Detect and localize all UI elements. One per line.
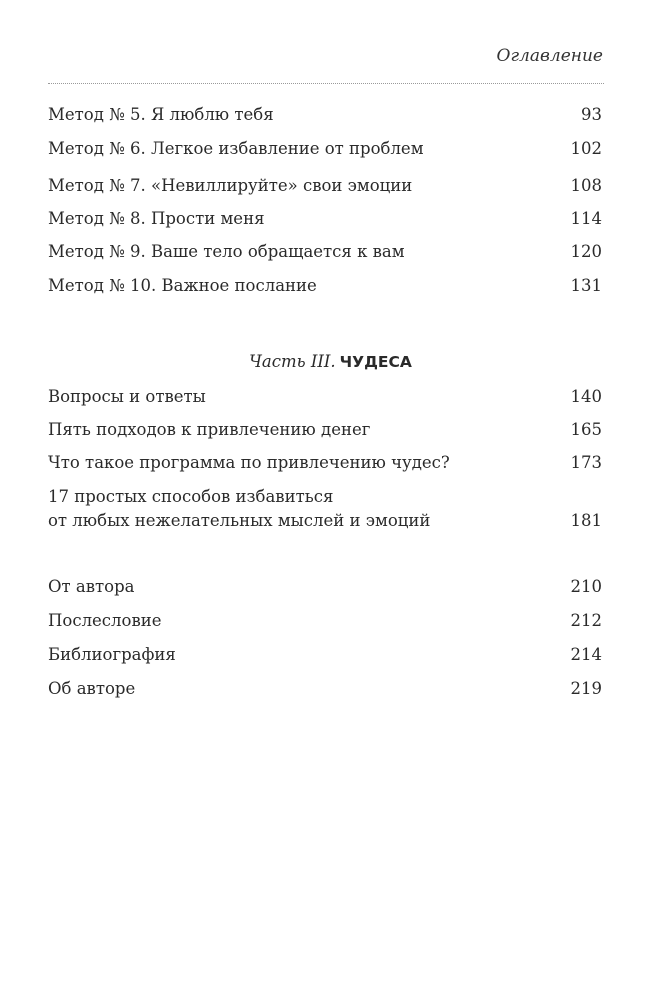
toc-entry-page: 120 — [570, 242, 602, 261]
part-title: ЧУДЕСА — [339, 353, 412, 371]
toc-entry-page: 165 — [570, 420, 602, 439]
toc-entry-page: 93 — [581, 105, 602, 124]
part-heading — [0, 352, 661, 371]
toc-entry-page: 131 — [570, 276, 602, 295]
toc-entry-title: Послесловие — [48, 611, 162, 630]
header-divider — [48, 83, 604, 84]
toc-entry-title: Метод № 7. «Невиллируйте» свои эмоции — [48, 176, 413, 195]
toc-entry-title: Метод № 9. Ваше тело обращается к вам — [48, 242, 405, 261]
toc-entry-title: Метод № 6. Легкое избавление от проблем — [48, 139, 424, 158]
toc-entry-page: 219 — [570, 679, 602, 698]
toc-entry-page: 210 — [570, 577, 602, 596]
toc-entry-page: 212 — [570, 611, 602, 630]
toc-entry-title: Об авторе — [48, 679, 136, 698]
toc-entry-title-line1: 17 простых способов избавиться — [48, 487, 334, 506]
toc-entry-page: 181 — [570, 511, 602, 530]
toc-entry-title-line2: от любых нежелательных мыслей и эмоций — [48, 511, 431, 530]
toc-entry-title: Метод № 5. Я люблю тебя — [48, 105, 274, 124]
toc-entry-title: Метод № 8. Прости меня — [48, 209, 265, 228]
toc-entry-title: Вопросы и ответы — [48, 387, 206, 406]
page-header-title: Оглавление — [496, 46, 603, 66]
toc-entry-title: Что такое программа по привлечению чудес? — [48, 453, 450, 472]
toc-entry-title: Библиография — [48, 645, 176, 664]
toc-entry-title: Метод № 10. Важное послание — [48, 276, 317, 295]
toc-entry-page: 173 — [570, 453, 602, 472]
part-label: Часть III. — [249, 352, 336, 371]
toc-entry-page: 102 — [570, 139, 602, 158]
toc-entry-title: От автора — [48, 577, 135, 596]
toc-entry-page: 140 — [570, 387, 602, 406]
toc-entry-page: 114 — [570, 209, 602, 228]
toc-entry-title: Пять подходов к привлечению денег — [48, 420, 371, 439]
toc-entry-page: 214 — [570, 645, 602, 664]
toc-entry-page: 108 — [570, 176, 602, 195]
